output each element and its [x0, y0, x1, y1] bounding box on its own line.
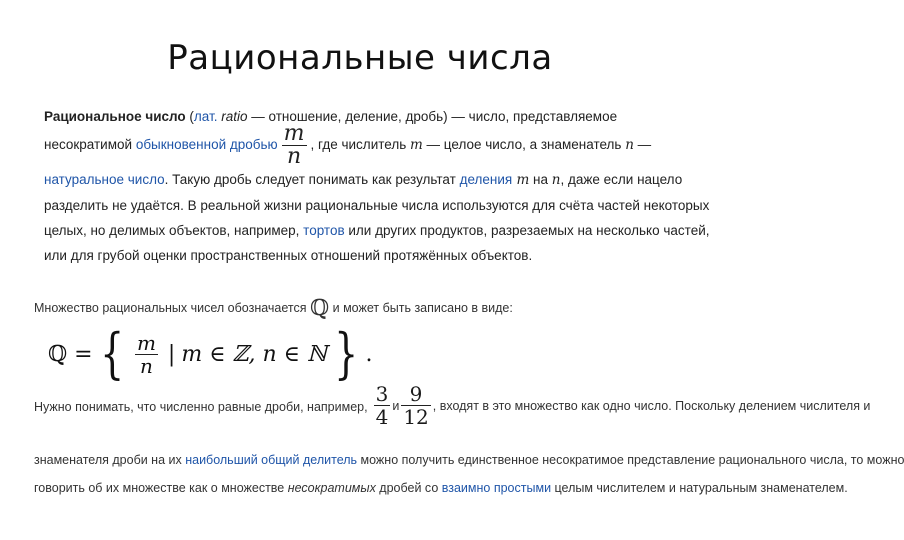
text: и может быть записано в виде: — [329, 300, 513, 315]
text: ( — [185, 109, 194, 124]
def-line-6: или для грубой оценки пространственных отношений протяжённых объектов. — [44, 248, 533, 263]
text: дробей со — [375, 481, 442, 495]
formula-period: . — [365, 341, 373, 367]
fraction-numerator: m — [283, 121, 305, 146]
close-brace: } — [334, 322, 359, 385]
formula-fraction — [135, 332, 158, 377]
set-intro — [34, 296, 513, 321]
formula-denominator: n — [139, 353, 153, 378]
fraction-numerator: 3 — [375, 382, 389, 406]
text: целых, но делимых объектов, например, — [44, 223, 304, 238]
definition-paragraph — [44, 104, 710, 268]
set-formula — [48, 322, 372, 386]
slide-title: Рациональные числа — [167, 38, 553, 78]
fraction-denominator: 4 — [375, 405, 389, 429]
text: целым числителем и натуральным знаменателем. — [551, 481, 848, 495]
var-n: n — [625, 137, 634, 154]
fraction-numerator: 9 — [401, 383, 430, 406]
text: Нужно понимать, что численно равные дроби, например, — [34, 400, 368, 414]
text: . Такую дробь следует понимать как результат — [164, 172, 460, 187]
fraction-m-over-n — [282, 123, 307, 168]
text: , входят в это множество как одно число. Поскольку делением числителя и — [432, 398, 871, 413]
link-division[interactable]: деления — [459, 172, 513, 187]
text: Множество рациональных чисел обозначается — [34, 300, 310, 315]
formula-lhs: ℚ = — [48, 341, 93, 367]
fraction-denominator: 12 — [403, 405, 429, 429]
fraction-3-4 — [374, 383, 391, 428]
var-n: n — [551, 172, 561, 188]
text: говорить об их множестве как о множестве — [34, 481, 288, 495]
var-m: m — [512, 172, 530, 188]
fraction-denominator: n — [287, 144, 302, 169]
formula-numerator: m — [136, 330, 156, 355]
link-gcd[interactable]: наибольший общий делитель — [185, 453, 358, 467]
def-line-5 — [44, 218, 710, 243]
example-fractions — [372, 383, 871, 428]
text: или других продуктов, разрезаемых на несколько частей, — [344, 223, 710, 238]
text: и — [392, 398, 400, 413]
text: можно получить единственное несократимое представление рационального числа, то можно — [357, 453, 904, 467]
text: — — [633, 137, 652, 153]
word-irreducible: несократимых — [287, 481, 376, 495]
gcd-line — [34, 453, 904, 467]
open-brace: { — [99, 322, 124, 385]
var-m: m — [409, 137, 423, 154]
link-coprime[interactable]: взаимно простыми — [441, 481, 552, 495]
text: знаменателя дроби на их — [34, 453, 186, 467]
link-natural-number[interactable]: натуральное число — [44, 172, 165, 187]
def-line-4: разделить не удаётся. В реальной жизни рациональные числа используются для счёта частей некоторых — [44, 198, 710, 213]
text: — отношение, деление, дробь) — число, представляемое — [247, 109, 618, 124]
text: , где числитель — [310, 137, 410, 153]
def-line-3 — [44, 167, 704, 193]
link-common-fraction[interactable]: обыкновенной дробью — [135, 137, 278, 153]
text: несократимой — [44, 137, 136, 153]
set-symbol-Q: ℚ — [309, 296, 330, 321]
formula-condition: m ∈ ℤ, n ∈ ℕ — [181, 341, 328, 367]
text: — целое число, а знаменатель — [422, 137, 626, 153]
text: на — [529, 172, 552, 187]
def-line-2 — [44, 123, 704, 167]
link-lat[interactable]: лат. — [193, 109, 218, 124]
coprime-line — [34, 481, 848, 495]
formula-bar: | — [167, 341, 176, 367]
fraction-9-12 — [401, 383, 430, 428]
term-rational-number: Рациональное число — [44, 109, 186, 124]
text: , даже если нацело — [560, 172, 683, 187]
word-ratio: ratio — [221, 109, 248, 124]
link-cakes[interactable]: тортов — [303, 223, 345, 238]
